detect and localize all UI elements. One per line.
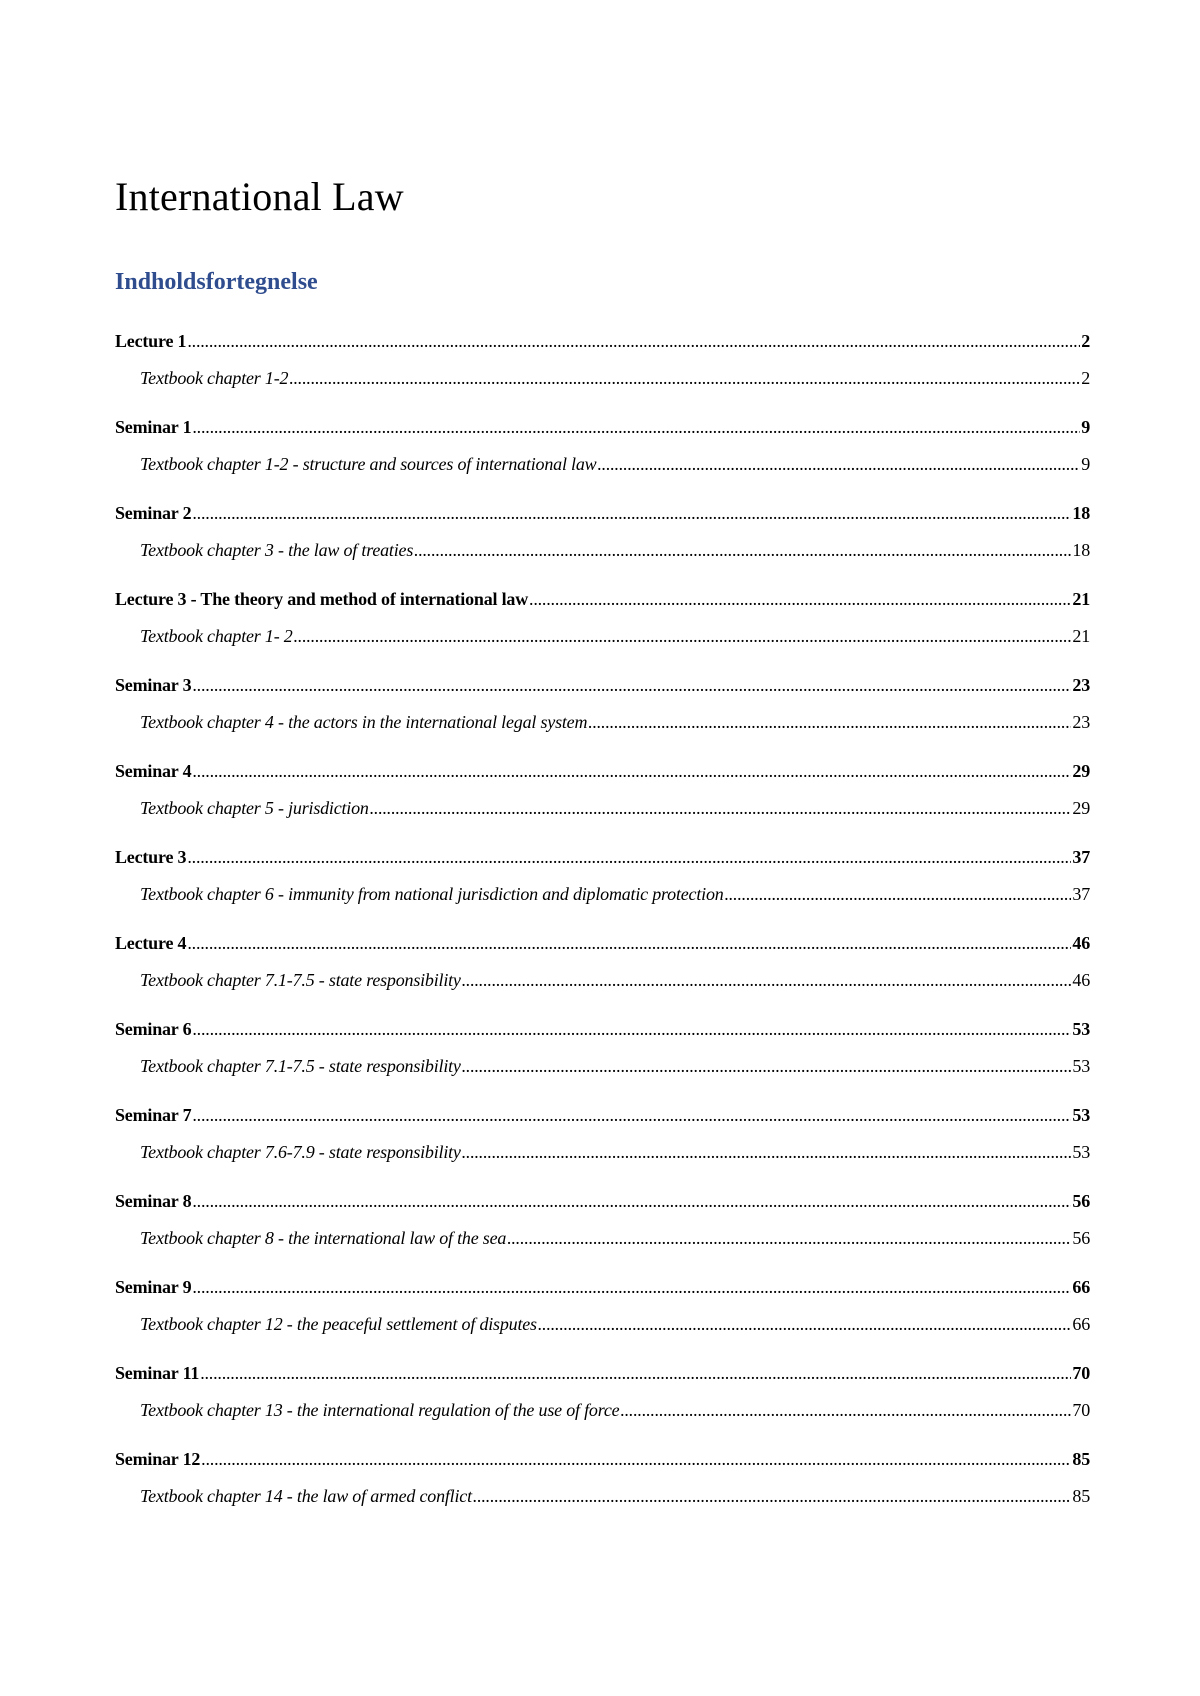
toc-page-number: 9	[1081, 454, 1090, 474]
toc-dot-leader	[538, 1306, 1072, 1343]
toc-subentry-label: Textbook chapter 3 - the law of treaties	[140, 540, 414, 560]
document-page	[115, 0, 1090, 1696]
toc-page-number: 18	[1072, 540, 1090, 560]
toc-dot-leader	[370, 790, 1072, 827]
toc-entry-label: Seminar 4	[115, 761, 192, 781]
toc-entry-label: Seminar 2	[115, 503, 192, 523]
toc-entry-label: Lecture 4	[115, 933, 187, 953]
toc-dot-leader	[473, 1478, 1072, 1515]
toc-entry-level-2[interactable]	[115, 876, 1090, 913]
toc-page-number: 21	[1072, 626, 1090, 646]
toc-dot-leader	[192, 667, 1071, 704]
toc-dot-leader	[187, 925, 1071, 962]
toc-dot-leader	[462, 1048, 1072, 1085]
toc-dot-leader	[462, 962, 1072, 999]
toc-page-number: 66	[1072, 1314, 1090, 1334]
toc-entry-level-2[interactable]	[115, 532, 1090, 569]
toc-entry-level-1[interactable]	[115, 581, 1090, 618]
toc-section	[115, 1355, 1090, 1441]
toc-entry-level-2[interactable]	[115, 1478, 1090, 1515]
toc-page-number: 9	[1081, 417, 1090, 437]
toc-entry-level-2[interactable]	[115, 1392, 1090, 1429]
toc-section	[115, 495, 1090, 581]
toc-entry-label: Seminar 1	[115, 417, 192, 437]
toc-dot-leader	[529, 581, 1071, 618]
toc-dot-leader	[289, 360, 1080, 397]
table-of-contents	[115, 323, 1090, 1527]
toc-entry-level-2[interactable]	[115, 618, 1090, 655]
toc-section	[115, 323, 1090, 409]
toc-page-number: 53	[1072, 1105, 1090, 1125]
toc-section	[115, 925, 1090, 1011]
toc-entry-level-1[interactable]	[115, 839, 1090, 876]
toc-page-number: 21	[1072, 589, 1090, 609]
toc-entry-level-1[interactable]	[115, 1097, 1090, 1134]
toc-dot-leader	[192, 1097, 1071, 1134]
toc-dot-leader	[201, 1441, 1071, 1478]
toc-page-number: 23	[1072, 675, 1090, 695]
toc-dot-leader	[192, 1269, 1071, 1306]
toc-section	[115, 1183, 1090, 1269]
toc-subentry-label: Textbook chapter 4 - the actors in the international legal system	[140, 712, 588, 732]
toc-subentry-label: Textbook chapter 6 - immunity from national jurisdiction and diplomatic protection	[140, 884, 724, 904]
toc-subentry-label: Textbook chapter 13 - the international regulation of the use of force	[140, 1400, 620, 1420]
toc-entry-level-2[interactable]	[115, 962, 1090, 999]
toc-dot-leader	[187, 839, 1071, 876]
document-title: International Law	[115, 174, 404, 219]
toc-section	[115, 581, 1090, 667]
toc-subentry-label: Textbook chapter 12 - the peaceful settlement of disputes	[140, 1314, 537, 1334]
toc-page-number: 23	[1072, 712, 1090, 732]
toc-page-number: 53	[1072, 1019, 1090, 1039]
toc-page-number: 66	[1072, 1277, 1090, 1297]
toc-entry-level-2[interactable]	[115, 704, 1090, 741]
toc-subentry-label: Textbook chapter 7.1-7.5 - state responsibility	[140, 1056, 461, 1076]
toc-dot-leader	[192, 753, 1071, 790]
toc-subentry-label: Textbook chapter 1- 2	[140, 626, 293, 646]
toc-page-number: 37	[1072, 847, 1090, 867]
toc-page-number: 37	[1072, 884, 1090, 904]
toc-subentry-label: Textbook chapter 7.6-7.9 - state responsibility	[140, 1142, 461, 1162]
toc-subentry-label: Textbook chapter 14 - the law of armed conflict	[140, 1486, 472, 1506]
toc-entry-label: Seminar 11	[115, 1363, 200, 1383]
toc-page-number: 56	[1072, 1191, 1090, 1211]
toc-page-number: 70	[1072, 1363, 1090, 1383]
toc-section	[115, 1269, 1090, 1355]
toc-dot-leader	[192, 1011, 1071, 1048]
toc-entry-label: Seminar 8	[115, 1191, 192, 1211]
toc-entry-level-1[interactable]	[115, 1355, 1090, 1392]
toc-section	[115, 1097, 1090, 1183]
toc-page-number: 85	[1072, 1449, 1090, 1469]
toc-section	[115, 409, 1090, 495]
toc-entry-level-2[interactable]	[115, 790, 1090, 827]
toc-dot-leader	[507, 1220, 1071, 1257]
toc-entry-label: Lecture 3 - The theory and method of international law	[115, 589, 529, 609]
toc-entry-level-2[interactable]	[115, 1220, 1090, 1257]
toc-entry-level-1[interactable]	[115, 323, 1090, 360]
toc-subentry-label: Textbook chapter 7.1-7.5 - state responsibility	[140, 970, 461, 990]
toc-page-number: 46	[1072, 933, 1090, 953]
toc-entry-level-2[interactable]	[115, 1134, 1090, 1171]
toc-section	[115, 839, 1090, 925]
toc-entry-level-2[interactable]	[115, 446, 1090, 483]
toc-entry-level-1[interactable]	[115, 753, 1090, 790]
toc-entry-level-1[interactable]	[115, 925, 1090, 962]
toc-entry-level-1[interactable]	[115, 1183, 1090, 1220]
toc-page-number: 2	[1081, 368, 1090, 388]
toc-page-number: 29	[1072, 798, 1090, 818]
toc-entry-label: Seminar 6	[115, 1019, 192, 1039]
toc-page-number: 53	[1072, 1056, 1090, 1076]
toc-entry-level-1[interactable]	[115, 409, 1090, 446]
toc-page-number: 70	[1072, 1400, 1090, 1420]
toc-dot-leader	[414, 532, 1071, 569]
toc-entry-level-1[interactable]	[115, 667, 1090, 704]
toc-entry-level-1[interactable]	[115, 1441, 1090, 1478]
toc-subentry-label: Textbook chapter 8 - the international law of the sea	[140, 1228, 507, 1248]
toc-section	[115, 667, 1090, 753]
toc-entry-label: Seminar 12	[115, 1449, 201, 1469]
toc-page-number: 2	[1081, 331, 1090, 351]
toc-dot-leader	[725, 876, 1072, 913]
toc-dot-leader	[588, 704, 1071, 741]
toc-entry-level-2[interactable]	[115, 1048, 1090, 1085]
toc-dot-leader	[192, 1183, 1071, 1220]
toc-dot-leader	[620, 1392, 1071, 1429]
toc-page-number: 46	[1072, 970, 1090, 990]
toc-entry-label: Seminar 3	[115, 675, 192, 695]
toc-dot-leader	[597, 446, 1080, 483]
toc-dot-leader	[294, 618, 1072, 655]
toc-heading: Indholdsfortegnelse	[115, 269, 318, 295]
toc-entry-level-1[interactable]	[115, 1011, 1090, 1048]
toc-page-number: 53	[1072, 1142, 1090, 1162]
toc-dot-leader	[192, 409, 1080, 446]
toc-entry-label: Seminar 9	[115, 1277, 192, 1297]
toc-entry-label: Seminar 7	[115, 1105, 192, 1125]
toc-page-number: 56	[1072, 1228, 1090, 1248]
toc-dot-leader	[187, 323, 1080, 360]
toc-page-number: 85	[1072, 1486, 1090, 1506]
toc-page-number: 18	[1072, 503, 1090, 523]
toc-subentry-label: Textbook chapter 1-2 - structure and sources of international law	[140, 454, 597, 474]
toc-entry-level-1[interactable]	[115, 495, 1090, 532]
toc-entry-level-1[interactable]	[115, 1269, 1090, 1306]
toc-subentry-label: Textbook chapter 1-2	[140, 368, 289, 388]
toc-entry-level-2[interactable]	[115, 1306, 1090, 1343]
toc-dot-leader	[200, 1355, 1071, 1392]
toc-section	[115, 1011, 1090, 1097]
toc-entry-label: Lecture 1	[115, 331, 187, 351]
toc-subentry-label: Textbook chapter 5 - jurisdiction	[140, 798, 369, 818]
toc-page-number: 29	[1072, 761, 1090, 781]
toc-dot-leader	[462, 1134, 1072, 1171]
toc-section	[115, 753, 1090, 839]
toc-entry-label: Lecture 3	[115, 847, 187, 867]
toc-section	[115, 1441, 1090, 1527]
toc-entry-level-2[interactable]	[115, 360, 1090, 397]
toc-dot-leader	[192, 495, 1071, 532]
